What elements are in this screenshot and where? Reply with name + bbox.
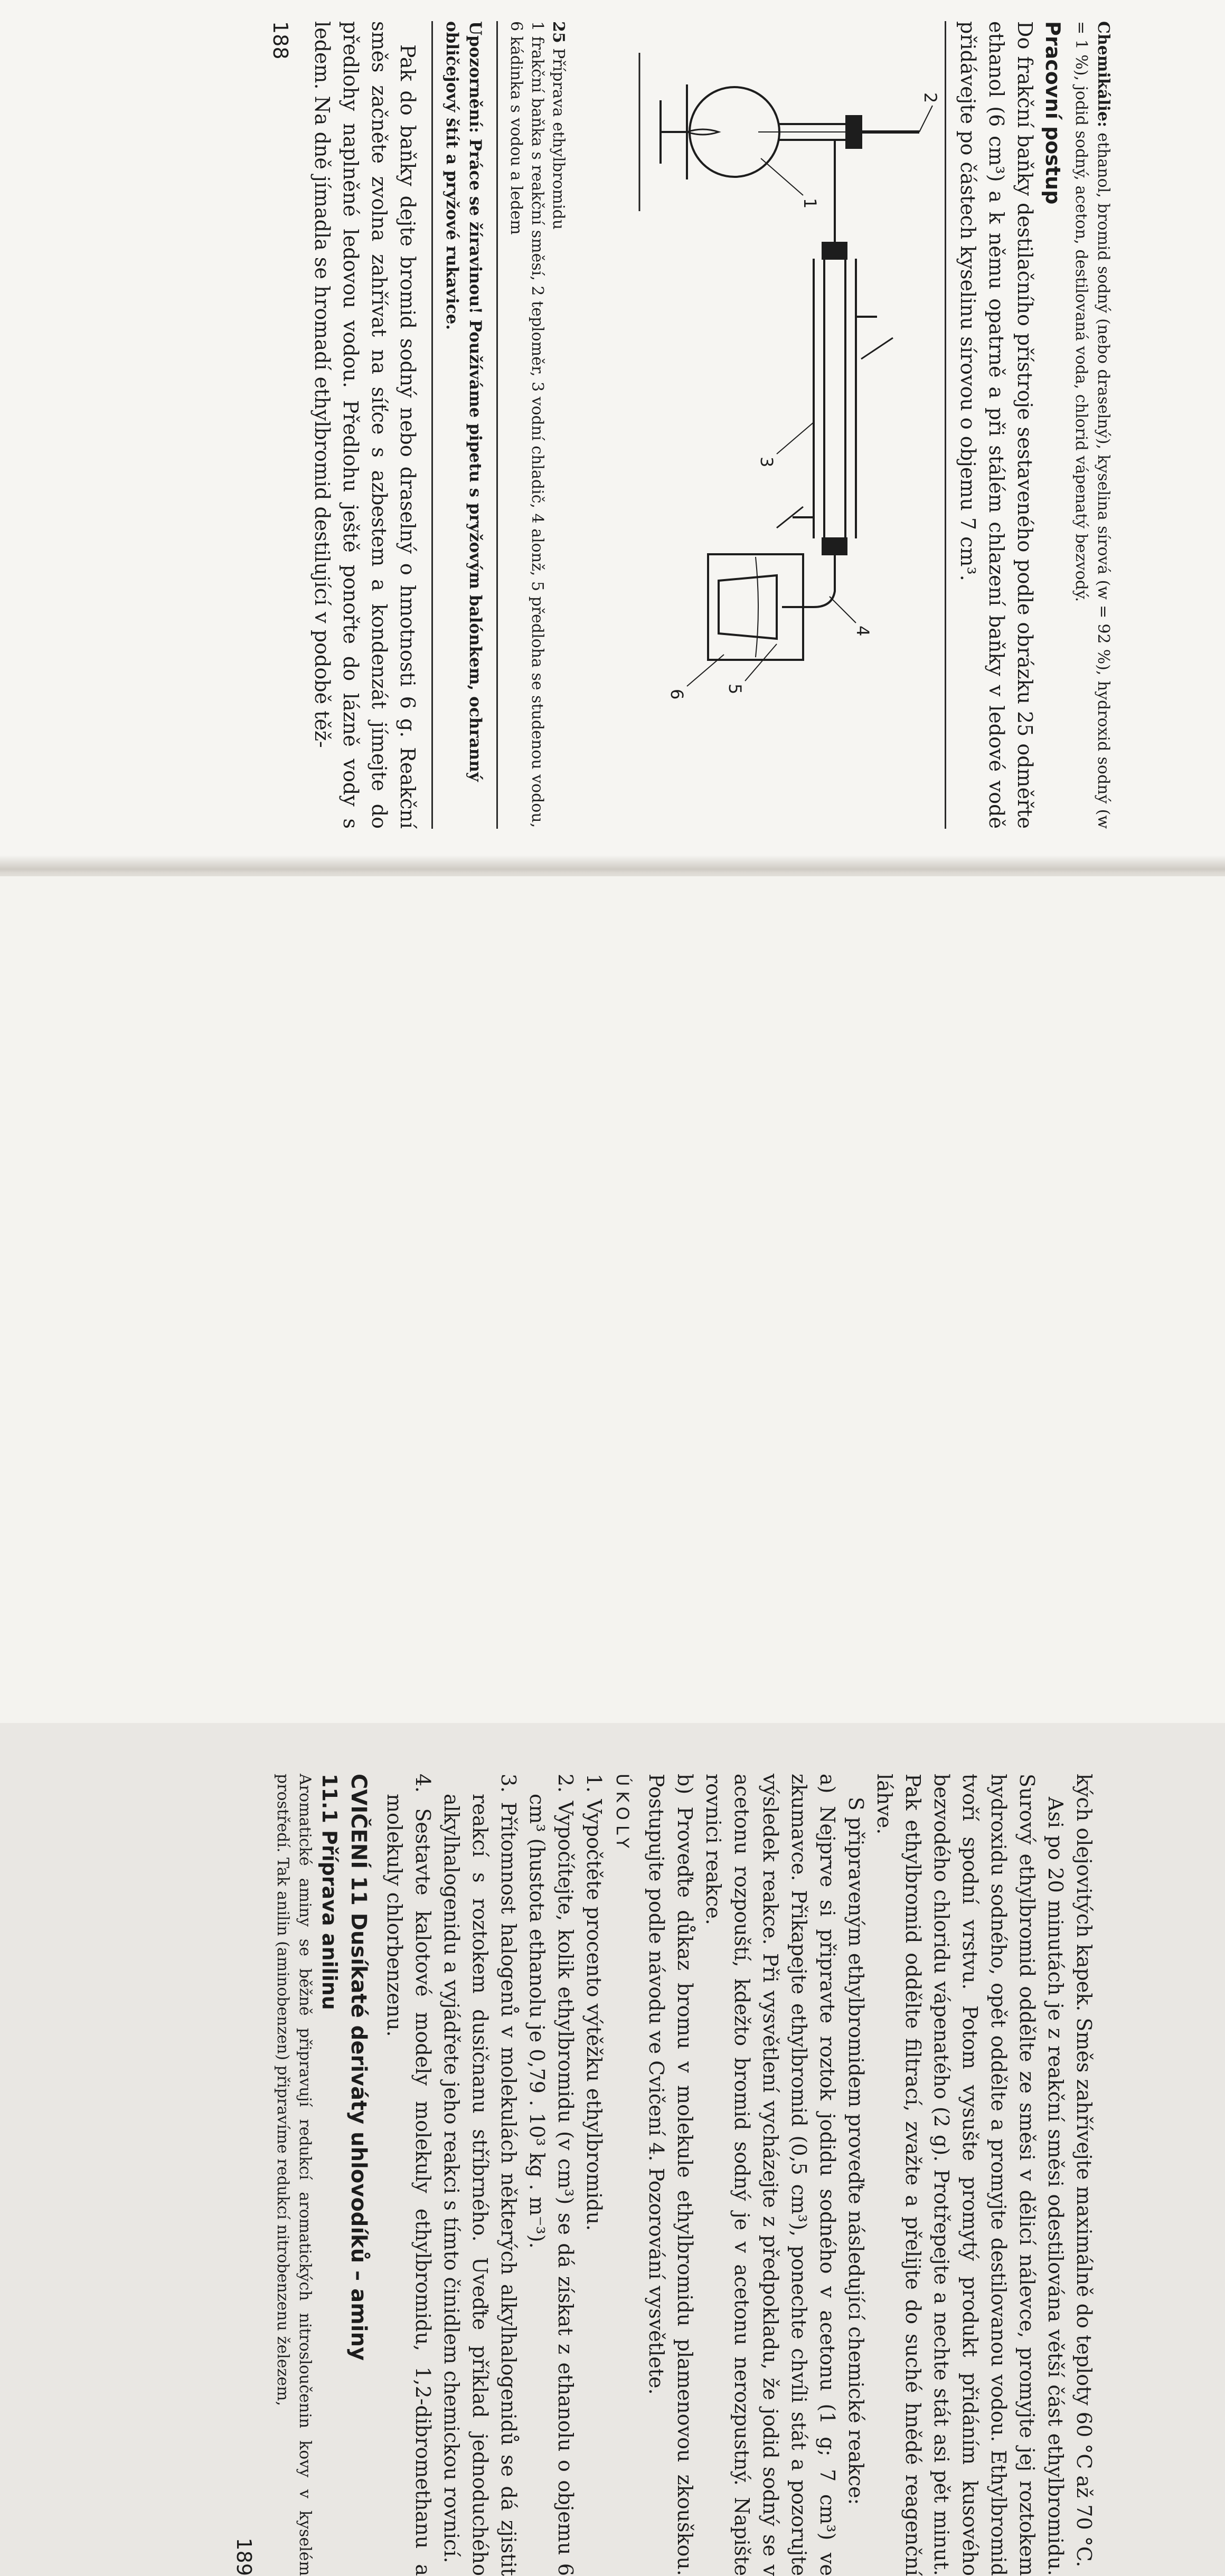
task-2: 2. Vypočítejte, kolik ethylbromidu (v cm³) se dá získat z ethanolu o objemu 6 cm³ (hustota ethanolu je 0,79 . 10³ kg . m⁻³). <box>525 1774 577 2576</box>
figure-caption: 1 frakční baňka s reakční směsí, 2 teploměr, 3 vodní chladič, 4 alonž, 5 předloha se studenou vodou, 6 kádinka s vodou a ledem <box>507 21 546 828</box>
distillation-apparatus-figure <box>571 21 940 829</box>
chemicals-text: ethanol, bromid sodný (nebo draselný), kyselina sírová (w = 92 %), hydroxid sodný (w = 1 %), jodid sodný, aceton, destilovaná voda, chlorid vápenatý bezvodý. <box>1072 21 1113 829</box>
figure-title: Příprava ethylbromidu <box>549 48 568 230</box>
divider-top <box>945 21 946 829</box>
left-page-content <box>269 21 1114 829</box>
chemicals-label: Chemikálie: <box>1094 21 1113 128</box>
procedure-heading: Pracovní postup <box>1041 21 1064 205</box>
divider-warning-top <box>496 21 498 829</box>
reaction-item-b: b) Proveďte důkaz bromu v molekule ethylbromidu plamenovou zkouškou. Postupujte podle návodu ve Cvičení 4. Pozorování vysvětlete. <box>645 1774 696 2576</box>
reaction-item-a: a) Nejprve si připravte roztok jodidu sodného v acetonu (1 g; 7 cm³) ve zkumavce. Přikapejte ethylbromid (0,5 cm³), ponechte chvíli stát a pozorujte výsledek reakce. Při vysvětlení vycházejte z předpokladu, že jodid sodný se v acetonu rozpouští, kdežto bromid sodný je v acetonu nerozpustný. Napište rovnici reakce. <box>702 1774 839 2576</box>
continuation-paragraph: Pak do baňky dejte bromid sodný nebo draselný o hmotnosti 6 g. Reakční směs začněte zvolna zahřívat na síťce s azbestem a kondenzát jímejte do předlohy naplněné ledovou vodou. Předlohu ještě ponořte do lázně vody s ledem. Na dně jímadla se hromadí ethylbromid destilující v podobě těž- <box>310 21 419 829</box>
paragraph-3: S připraveným ethylbromidem proveďte následující chemické reakce: <box>844 1797 868 2505</box>
figure-label-3: 3 <box>757 457 777 468</box>
figure-number: 25 <box>549 21 568 43</box>
intro-paragraph: Aromatické aminy se běžně připravují redukcí aromatických nitrosloučenin kovy v kyselém prostředí. Tak anilin (aminobenzen) připravíme redukcí nitrobenzenu železem, <box>274 1774 314 2576</box>
divider-warning-bottom <box>431 21 433 829</box>
task-4: 4. Sestavte kalotové modely molekuly ethylbromidu, 1,2-dibromethanu a molekuly chlorbenzenu. <box>383 1774 435 2576</box>
tasks-heading: ÚKOLY <box>612 1774 633 1853</box>
figure-caption-block <box>505 21 569 829</box>
right-page <box>0 876 1225 2576</box>
right-page-content <box>232 1774 1098 2576</box>
subsection-heading: 11.1 Příprava anilinu <box>318 1774 341 2010</box>
figure-label-5: 5 <box>725 684 745 695</box>
figure-label-6: 6 <box>667 689 687 700</box>
figure-label-4: 4 <box>853 626 873 637</box>
task-1: 1. Vypočtěte procento výtěžku ethylbromidu. <box>582 1774 606 2231</box>
task-3: 3. Přítomnost halogenů v molekulách některých alkylhalogenidů se dá zjistit reakcí s roztokem dusičnanu stříbrného. Uveďte příklad jednoduchého alkylhalogenidu a vyjádřete jeho reakci s tímto činidlem chemickou rovnicí. <box>440 1774 520 2576</box>
left-page <box>0 0 1225 866</box>
paragraph-1: kých olejovitých kapek. Směs zahřívejte maximálně do teploty 60 °C až 70 °C. <box>1072 1774 1096 2568</box>
procedure-paragraph: Do frakční baňky destilačního přístroje sestaveného podle obrázku 25 odměřte ethanol (6 cm³) a k němu opatrně a při stálém chlazení baňky v ledové vodě přidávejte po částech kyselinu sírovou o objemu 7 cm³. <box>956 21 1036 829</box>
page-number-right: 189 <box>232 2537 256 2576</box>
exercise-heading: CVIČENÍ 11 Dusíkaté deriváty uhlovodíků – aminy <box>346 1774 371 2361</box>
safety-warning: Upozornění: Práce se žíravinou! Používáme pipetu s pryžovým balónkem, ochranný obličejový štít a pryžové rukavice. <box>442 21 485 782</box>
figure-label-1: 1 <box>800 198 820 209</box>
figure-label-2: 2 <box>920 92 940 103</box>
page-number-left: 188 <box>269 21 292 60</box>
apparatus-drawing <box>571 21 935 829</box>
paragraph-2: Asi po 20 minutách je z reakční směsi odestilována větší část ethylbromidu. Surový ethylbromid oddělte ze směsi v dělicí nálevce, promyjte jej roztokem hydroxidu sodného, opět oddělte a promyjte destilovanou vodou. Ethylbromid tvoří spodní vrstvu. Potom vysušte promytý produkt přidáním kusového bezvodého chloridu vápenatého (2 g). Protřepejte a nechte stát asi pět minut. Pak ethylbromid oddělte filtrací, zvažte a přelijte do suché hnědé reagenční láhve. <box>873 1774 1067 2576</box>
chemicals-paragraph <box>1070 21 1114 829</box>
